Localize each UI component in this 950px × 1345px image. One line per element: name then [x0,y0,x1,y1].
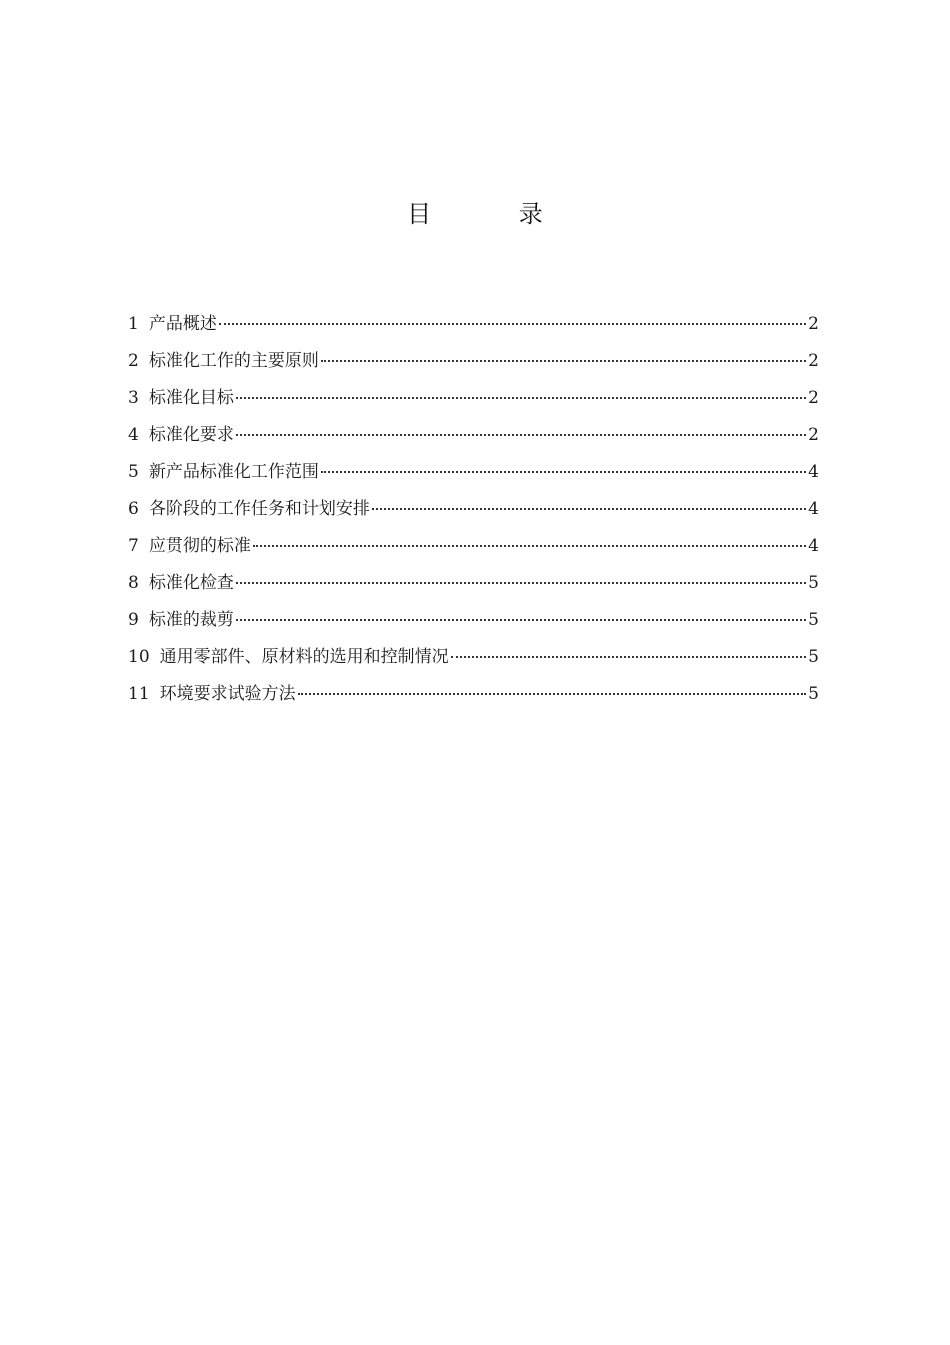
toc-entry-number: 5 [128,462,139,482]
toc-entry-number: 10 [128,647,150,667]
toc-entry-title: 标准化工作的主要原则 [148,351,319,371]
toc-entry-page: 2 [808,388,819,408]
toc-entry-number: 7 [128,536,139,556]
toc-entry[interactable] [128,380,819,417]
toc-entry-page: 2 [808,314,819,334]
toc-entry[interactable] [128,306,819,343]
toc-entry[interactable] [128,565,819,602]
toc-entry[interactable] [128,528,819,565]
toc-title: 目 录 [407,200,583,228]
toc-entry-title: 应贯彻的标准 [148,536,251,556]
toc-entry-page: 4 [808,499,819,519]
toc-entry-page: 2 [808,351,819,371]
toc-entry-number: 4 [128,425,139,445]
toc-entry[interactable] [128,417,819,454]
dot-leader [236,397,806,399]
dot-leader [236,434,806,436]
toc-entry-number: 3 [128,388,139,408]
toc-entry-number: 2 [128,351,139,371]
toc-entry-number: 9 [128,610,139,630]
dot-leader [236,582,806,584]
toc-entry-page: 5 [808,647,819,667]
toc-entry-title: 标准化要求 [148,425,234,445]
toc-entry[interactable] [128,676,819,713]
dot-leader [451,656,807,658]
toc-entry[interactable] [128,602,819,639]
dot-leader [219,323,806,325]
toc-entry-page: 4 [808,462,819,482]
toc-list [128,306,819,713]
toc-entry-title: 标准化检查 [148,573,234,593]
toc-entry[interactable] [128,491,819,528]
toc-entry-page: 5 [808,610,819,630]
toc-entry[interactable] [128,454,819,491]
dot-leader [321,360,806,362]
toc-entry-page: 5 [808,573,819,593]
toc-entry-page: 5 [808,684,819,704]
toc-entry-title: 标准化目标 [148,388,234,408]
toc-entry-number: 6 [128,499,139,519]
toc-entry-title: 产品概述 [148,314,217,334]
toc-entry[interactable] [128,639,819,676]
toc-entry-page: 4 [808,536,819,556]
dot-leader [372,508,806,510]
toc-entry-title: 新产品标准化工作范围 [148,462,319,482]
dot-leader [321,471,806,473]
toc-entry-title: 环境要求试验方法 [159,684,296,704]
dot-leader [236,619,806,621]
toc-entry-number: 11 [128,684,150,704]
dot-leader [253,545,806,547]
dot-leader [298,693,807,695]
toc-entry-number: 1 [128,314,139,334]
toc-entry-title: 标准的裁剪 [148,610,234,630]
toc-entry-title: 各阶段的工作任务和计划安排 [148,499,370,519]
toc-entry-title: 通用零部件、原材料的选用和控制情况 [159,647,449,667]
toc-entry-number: 8 [128,573,139,593]
toc-entry-page: 2 [808,425,819,445]
toc-entry[interactable] [128,343,819,380]
